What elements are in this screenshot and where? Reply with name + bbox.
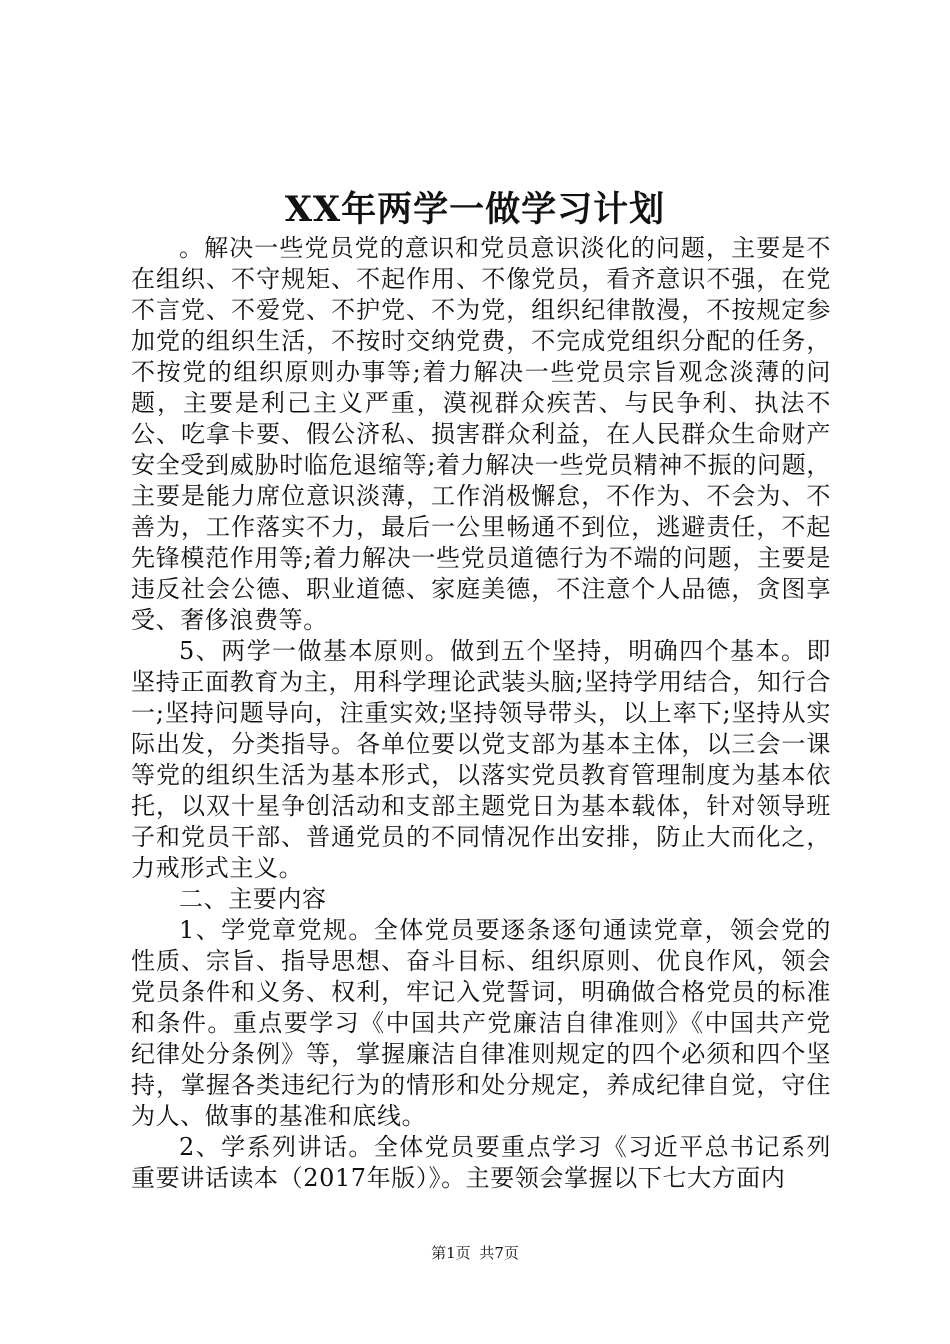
body-paragraph-4: 2、学系列讲话。全体党员要重点学习《习近平总书记系列重要讲话读本（2017年版）》。主要领会掌握以下七大方面内 <box>131 1133 831 1192</box>
body-paragraph-3: 1、学党章党规。全体党员要逐条逐句通读党章，领会党的性质、宗旨、指导思想、奋斗目标、组织原则、优良作风，领会党员条件和义务、权利，牢记入党誓词，明确做合格党员的标准和条件。重点要学习《中国共产党廉洁自律准则》《中国共产党纪律处分条例》等，掌握廉洁自律准则规定的四个必须和四个坚持，掌握各类违纪行为的情形和处分规定，养成纪律自觉，守住为人、做事的基准和底线。 <box>131 916 831 1130</box>
page-number: 第1页 <box>431 1244 471 1262</box>
section-heading-main-content: 二、主要内容 <box>179 885 327 913</box>
body-paragraph-2: 5、两学一做基本原则。做到五个坚持，明确四个基本。即坚持正面教育为主，用科学理论武装头脑;坚持学用结合，知行合一;坚持问题导向，注重实效;坚持领导带头，以上率下;坚持从实际出发，分类指导。各单位要以党支部为基本主体，以三会一课等党的组织生活为基本形式，以落实党员教育管理制度为基本依托，以双十星争创活动和支部主题党日为基本载体，针对领导班子和党员干部、普通党员的不同情况作出安排，防止大而化之，力戒形式主义。 <box>131 637 831 882</box>
body-paragraph-1: 。解决一些党员党的意识和党员意识淡化的问题，主要是不在组织、不守规矩、不起作用、不像党员，看齐意识不强，在党不言党、不爱党、不护党、不为党，组织纪律散漫，不按规定参加党的组织生活，不按时交纳党费，不完成党组织分配的任务，不按党的组织原则办事等;着力解决一些党员宗旨观念淡薄的问题，主要是利己主义严重，漠视群众疾苦、与民争利、执法不公、吃拿卡要、假公济私、损害群众利益，在人民群众生命财产安全受到威胁时临危退缩等;着力解决一些党员精神不振的问题，主要是能力席位意识淡薄，工作消极懈怠，不作为、不会为、不善为，工作落实不力，最后一公里畅通不到位，逃避责任，不起先锋模范作用等;着力解决一些党员道德行为不端的问题，主要是违反社会公德、职业道德、家庭美德，不注意个人品德，贪图享受、奢侈浪费等。 <box>131 234 831 634</box>
page-total: 共7页 <box>479 1244 519 1262</box>
document-title: XX年两学一做学习计划 <box>284 189 666 230</box>
document-body <box>131 233 831 1194</box>
page-footer <box>0 1243 950 1263</box>
